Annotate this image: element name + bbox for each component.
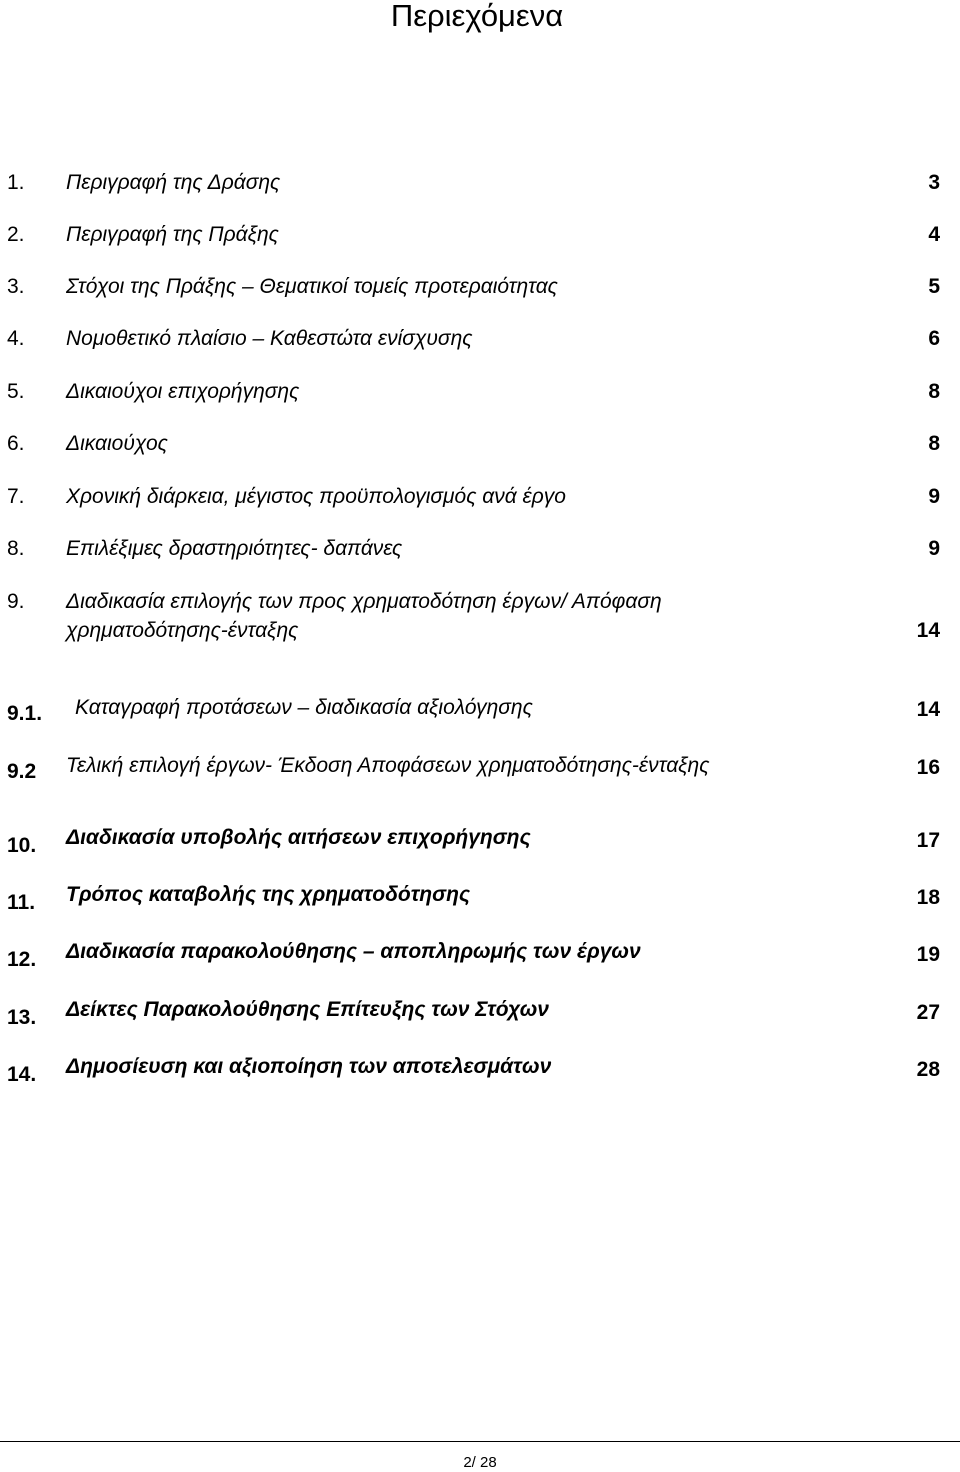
toc-entry[interactable] [0, 940, 960, 970]
toc-entry-page: 18 [916, 886, 940, 909]
toc-entry-title: Περιγραφή της Πράξης [66, 223, 279, 246]
toc-entry-number: 13. [7, 1006, 37, 1029]
toc-entry-number: 9. [7, 590, 25, 613]
toc-entry[interactable] [0, 380, 960, 410]
toc-entry-title: Διαδικασία παρακολούθησης – αποπληρωμής των έργων [66, 940, 641, 963]
toc-entry-page: 5 [928, 275, 940, 298]
toc-entry-title: Διαδικασία υποβολής αιτήσεων επιχορήγησης [66, 826, 531, 849]
toc-entry-title: Καταγραφή προτάσεων – διαδικασία αξιολόγησης [75, 696, 533, 719]
toc-entry-title: Τρόπος καταβολής της χρηματοδότησης [66, 883, 471, 906]
toc-entry[interactable] [0, 171, 960, 201]
toc-entry[interactable] [0, 754, 960, 784]
toc-entry-page: 28 [916, 1058, 940, 1081]
toc-entry-page: 19 [916, 943, 940, 966]
toc-entry-number: 4. [7, 327, 25, 350]
toc-entry-title: Διαδικασία επιλογής των προς χρηματοδότηση έργων/ Απόφαση [66, 590, 662, 613]
toc-entry-page: 14 [916, 698, 940, 721]
toc-entry-number: 11. [7, 891, 36, 914]
toc-entry-page: 17 [916, 829, 940, 852]
toc-entry-number: 5. [7, 380, 25, 403]
toc-entry[interactable] [0, 275, 960, 305]
toc-entry-page: 3 [928, 171, 940, 194]
toc-entry-page: 8 [928, 432, 940, 455]
toc-entry-number: 3. [7, 275, 25, 298]
toc-entry-page: 27 [916, 1001, 940, 1024]
toc-entry-title: Δικαιούχος [66, 432, 168, 455]
toc-entry-number: 8. [7, 537, 25, 560]
toc-entry-page: 8 [928, 380, 940, 403]
toc-entry[interactable] [0, 1055, 960, 1085]
toc-entry-title: Δείκτες Παρακολούθησης Επίτευξης των Στόχων [66, 998, 549, 1021]
page-number: 2/ 28 [463, 1454, 497, 1471]
toc-entry-number: 9.2 [7, 760, 37, 783]
toc-entry[interactable] [0, 432, 960, 462]
toc-entry-page: 14 [916, 619, 940, 642]
toc-entry-title: Νομοθετικό πλαίσιο – Καθεστώτα ενίσχυσης [66, 327, 473, 350]
toc-entry-number: 10. [7, 834, 37, 857]
toc-entry[interactable] [0, 327, 960, 357]
toc-entry-page: 16 [916, 756, 940, 779]
toc-entry-title: Χρονική διάρκεια, μέγιστος προϋπολογισμός ανά έργο [66, 485, 566, 508]
toc-entry[interactable] [0, 590, 960, 650]
footer-divider [0, 1441, 960, 1442]
toc-entry-title: Περιγραφή της Δράσης [66, 171, 281, 194]
toc-entry-number: 14. [7, 1063, 37, 1086]
toc-entry-title: Στόχοι της Πράξης – Θεματικοί τομείς προτεραιότητας [66, 275, 558, 298]
toc-entry-page: 9 [928, 485, 940, 508]
toc-entry-title: Δικαιούχοι επιχορήγησης [66, 380, 300, 403]
toc-entry-number: 2. [7, 223, 25, 246]
toc-entry[interactable] [0, 998, 960, 1028]
toc-entry-page: 6 [928, 327, 940, 350]
toc-entry-number: 9.1. [7, 702, 43, 725]
toc-entry[interactable] [0, 696, 960, 726]
page-title: Περιεχόμενα [390, 0, 564, 33]
toc-entry-number: 7. [7, 485, 25, 508]
toc-entry-title-continued: χρηματοδότησης-ένταξης [66, 619, 299, 642]
toc-entry-number: 6. [7, 432, 25, 455]
toc-entry[interactable] [0, 223, 960, 253]
toc-entry-number: 1. [7, 171, 25, 194]
toc-entry[interactable] [0, 826, 960, 856]
toc-entry-title: Δημοσίευση και αξιοποίηση των αποτελεσμάτων [66, 1055, 552, 1078]
toc-entry[interactable] [0, 537, 960, 567]
toc-entry-title: Επιλέξιμες δραστηριότητες- δαπάνες [66, 537, 403, 560]
toc-entry-title: Τελική επιλογή έργων- Έκδοση Αποφάσεων χρηματοδότησης-ένταξης [66, 754, 710, 777]
toc-entry[interactable] [0, 485, 960, 515]
toc-entry[interactable] [0, 883, 960, 913]
toc-entry-page: 9 [928, 537, 940, 560]
toc-entry-page: 4 [928, 223, 940, 246]
toc-entry-number: 12. [7, 948, 37, 971]
